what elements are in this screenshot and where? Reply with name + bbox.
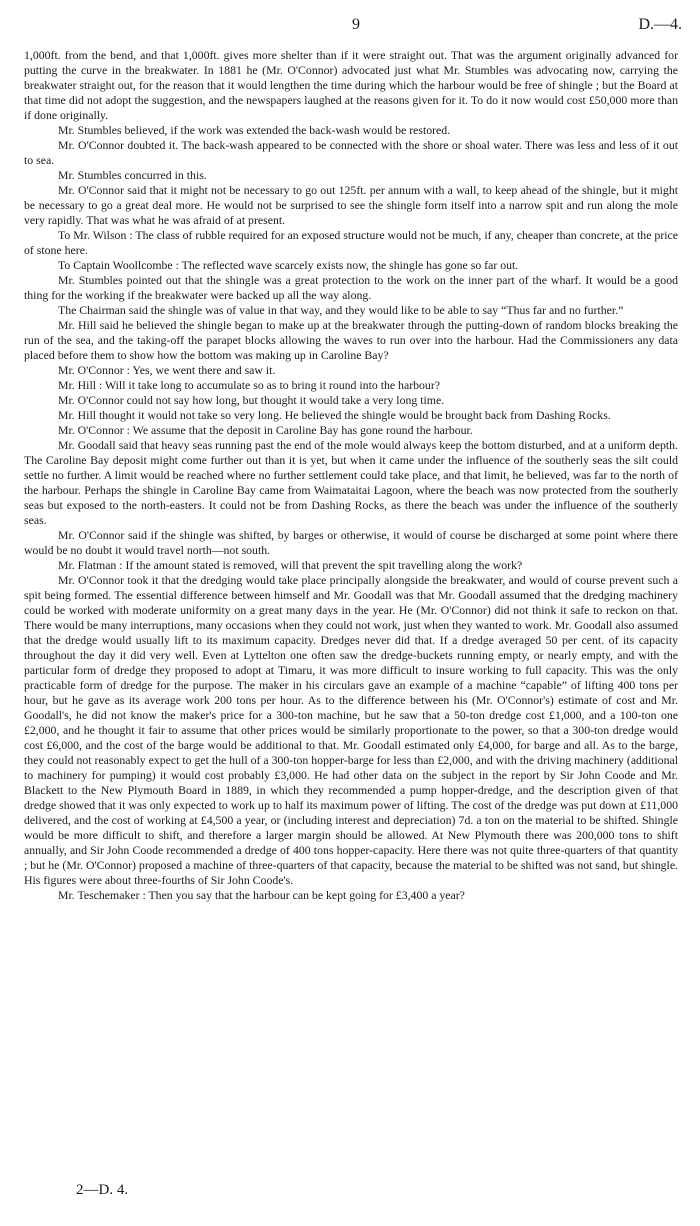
document-series-code: D.—4. bbox=[638, 16, 682, 33]
paragraph: 1,000ft. from the bend, and that 1,000ft. gives more shelter than if it were straight out. That was the argument originally advanced for putting the curve in the breakwater. In 1881 he (Mr. O'Connor) advocated just what Mr. Stumbles was advocating now, carrying the breakwater straight out, for the reason that it would lengthen the time during which the harbour would be free of shingle ; but the Board at that time did not adopt the suggestion, and the newspapers laughed at the reasons given for it. To do it now would cost £50,000 more than if done originally. bbox=[24, 48, 678, 122]
paragraph: Mr. O'Connor : Yes, we went there and saw it. bbox=[58, 363, 276, 377]
paragraph: Mr. Stumbles concurred in this. bbox=[58, 168, 207, 182]
paragraph: The Chairman said the shingle was of value in that way, and they would like to be able to say “Thus far and no further.” bbox=[58, 303, 624, 317]
paragraph: Mr. O'Connor said if the shingle was shifted, by barges or otherwise, it would of course be discharged at some point where there would be no doubt it would travel north—not south. bbox=[24, 528, 678, 557]
paragraph: Mr. Hill : Will it take long to accumulate so as to bring it round into the harbour? bbox=[58, 378, 440, 392]
paragraph: Mr. Goodall said that heavy seas running past the end of the mole would always keep the bottom disturbed, and at a uniform depth. The Caroline Bay deposit might come further out than it is yet, but when it came under the influence of the southerly seas the silt could settle no further. A limit would be reached where no further settlement could take place, and that limit, he believed, was far to the north of the harbour. Perhaps the shingle in Caroline Bay came from Waimataitai Lagoon, where the beach was now protected from the southerly seas but exposed to the north-easters. It could not be from Dashing Rocks, as there the beach was under the influence of the southerly seas. bbox=[24, 438, 678, 527]
paragraph: Mr. O'Connor : We assume that the deposit in Caroline Bay has gone round the harbour. bbox=[58, 423, 473, 437]
paragraph: Mr. O'Connor said that it might not be necessary to go out 125ft. per annum with a wall, to keep ahead of the shingle, but it might be necessary to go a great deal more. He would not be surprised to see the shingle form itself into a narrow spit and run along the mole very rapidly. That was what he was afraid of at present. bbox=[24, 183, 678, 227]
paragraph: Mr. O'Connor took it that the dredging would take place principally alongside the breakwater, and would of course prevent such a spit being formed. The essential difference between himself and Mr. Goodall was that Mr. Goodall assumed that the dredging machinery could be worked with moderate uniformity on a great many days in the year. He (Mr. O'Connor) did not think it safe to reckon on that. There would be many interruptions, many occasions when they could not work, just when they wanted to work. Mr. Goodall also assumed that the dredge would usually lift to its maximum capacity. Dredges never did that. If a dredge averaged 50 per cent. of its capacity throughout the day it did very well. Even at Lyttelton one often saw the dredge-buckets running empty, or nearly empty, and with the particular form of dredge they proposed to adopt at Timaru, it was more difficult to insure working to full capacity. This was the only practicable form of dredge for the purpose. The maker in his circulars gave an example of a machine “capable” of lifting 400 tons per hour, but he gave as its average work 200 tons per hour. As to the difference between his (Mr. O'Connor's) estimate of cost and Mr. Goodall's, he did not know the maker's price for a 300-ton machine, but he saw that a 50-ton dredge cost £1,000, and a 100-ton one £2,000, and he thought it fair to assume that other prices would be similarly proportionate to the power, so that a 300-ton dredge would cost £6,000, and the cost of the barge would be additional to that. Mr. Goodall estimated only £4,000, for barge and all. As to the barge, they could not reasonably expect to get the hull of a 300-ton hopper-barge for less than £2,000, and with the driving machinery (additional to machinery for pumping) it would cost probably £3,000. He had other data on the subject in the report by Sir John Coode and Mr. Blackett to the New Plymouth Board in 1889, in which they recommended a pump hopper-dredge, and the description given of that dredge showed that it was only expected to work up to half its maximum power of lifting. The cost of the dredge was put down at £11,000 delivered, and the cost of working at £4,500 a year, or (including interest and depreciation) 7d. a ton on the material to be shifted. Shingle would be more difficult to shift, and therefore a larger margin should be allowed. At New Plymouth there was 200,000 tons to shift annually, and Sir John Coode recommended a dredge of 400 tons hopper-capacity. Here there was not quite three-quarters of that quantity ; but he (Mr. O'Connor) proposed a machine of three-quarters of that capacity, because the material to be shifted was not sand, but shingle. His figures were about three-fourths of Sir John Coode's. bbox=[24, 573, 678, 887]
signature-mark: 2—D. 4. bbox=[76, 1182, 129, 1198]
page-number: 9 bbox=[352, 16, 360, 33]
paragraph: Mr. O'Connor could not say how long, but thought it would take a very long time. bbox=[58, 393, 445, 407]
paragraph: Mr. Stumbles pointed out that the shingle was a great protection to the work on the inner part of the wharf. It would be a good thing for the working if the breakwater were backed up all the way along. bbox=[24, 273, 678, 302]
paragraph: Mr. Stumbles believed, if the work was extended the back-wash would be restored. bbox=[58, 123, 451, 137]
paragraph: Mr. Hill thought it would not take so very long. He believed the shingle would be brought back from Dashing Rocks. bbox=[58, 408, 611, 422]
paragraph: Mr. O'Connor doubted it. The back-wash appeared to be connected with the shore or shoal water. There was less and less of it out to sea. bbox=[24, 138, 678, 167]
paragraph: To Captain Woollcombe : The reflected wave scarcely exists now, the shingle has gone so far out. bbox=[58, 258, 519, 272]
page-header bbox=[0, 16, 700, 38]
paragraph: To Mr. Wilson : The class of rubble required for an exposed structure would not be much, if any, cheaper than concrete, at the price of stone here. bbox=[24, 228, 678, 257]
body-text bbox=[24, 48, 678, 903]
paragraph: Mr. Teschemaker : Then you say that the harbour can be kept going for £3,400 a year? bbox=[58, 888, 465, 902]
paragraph: Mr. Flatman : If the amount stated is removed, will that prevent the spit travelling along the work? bbox=[58, 558, 523, 572]
paragraph: Mr. Hill said he believed the shingle began to make up at the breakwater through the putting-down of random blocks breaking the run of the sea, and the taking-off the parapet blocks allowing the waves to run over into the harbour. Had the Commissioners any data placed before them to show how the bottom was making up in Caroline Bay? bbox=[24, 318, 678, 362]
